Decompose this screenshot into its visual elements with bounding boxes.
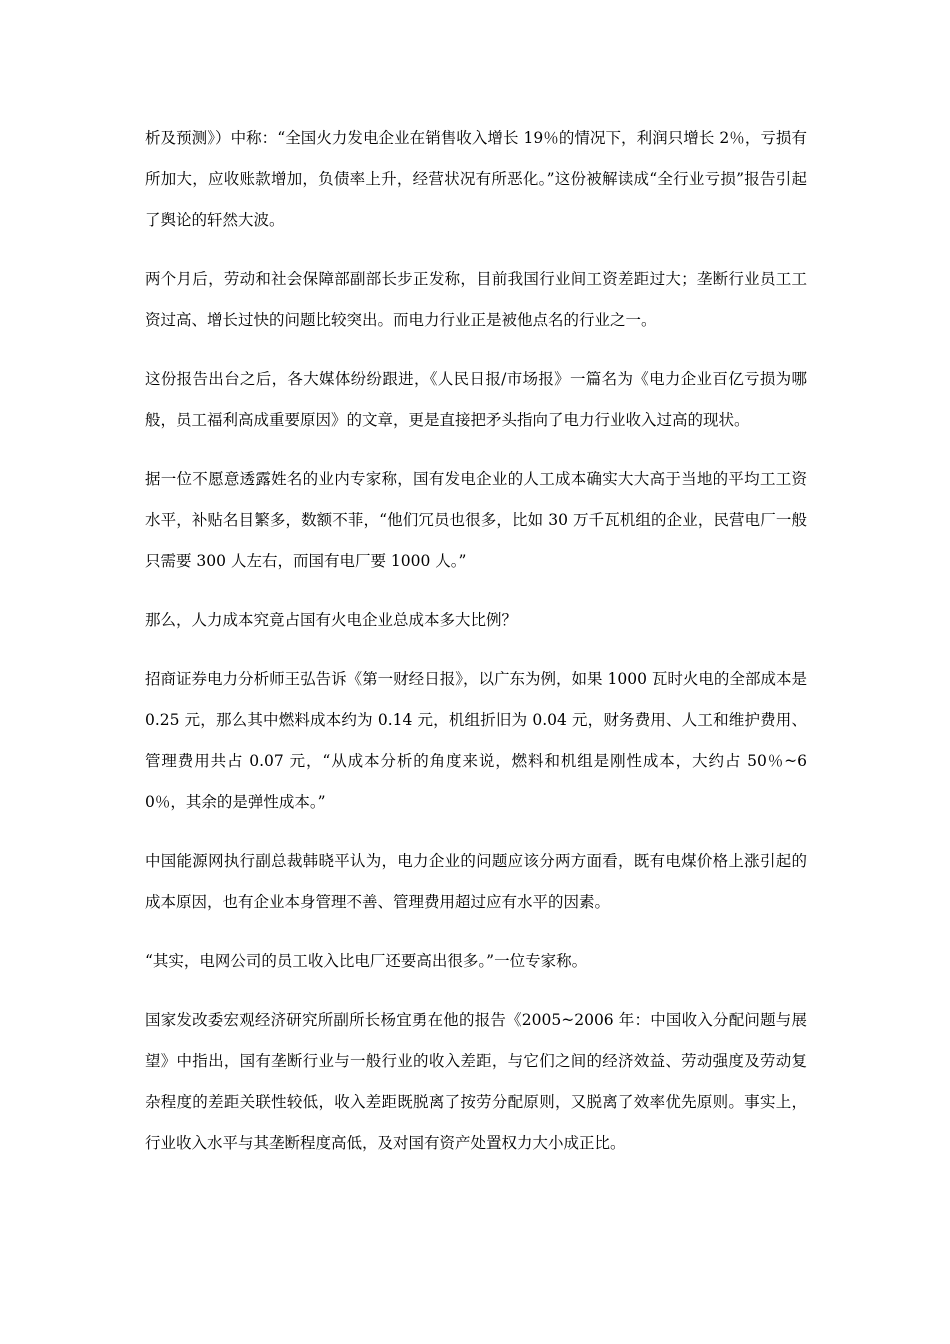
paragraph: 那么，人力成本究竟占国有火电企业总成本多大比例？: [145, 611, 518, 629]
paragraph: 这份报告出台之后，各大媒体纷纷跟进，《人民日报/市场报》一篇名为《电力企业百亿亏损为哪般，员工福利高成重要原因》的文章，更是直接把矛头指向了电力行业收入过高的现状。: [145, 370, 807, 429]
paragraph: 国家发改委宏观经济研究所副所长杨宜勇在他的报告《2005~2006 年：中国收入分配问题与展望》中指出，国有垄断行业与一般行业的收入差距，与它们之间的经济效益、劳动强度及劳动复杂程度的差距关联性较低，收入差距既脱离了按劳分配原则，又脱离了效率优先原则。事实上，行业收入水平与其垄断程度高低，及对国有资产处置权力大小成正比。: [145, 1011, 807, 1152]
paragraph: 据一位不愿意透露姓名的业内专家称，国有发电企业的人工成本确实大大高于当地的平均工工资水平，补贴名目繁多，数额不菲，“他们冗员也很多，比如 30 万千瓦机组的企业，民营电厂一般只需要 300 人左右，而国有电厂要 1000 人。”: [145, 470, 807, 570]
document-body: [145, 118, 807, 1182]
paragraph: “其实，电网公司的员工收入比电厂还要高出很多。”一位专家称。: [145, 952, 588, 970]
paragraph: 析及预测》）中称：“全国火力发电企业在销售收入增长 19％的情况下，利润只增长 2％，亏损有所加大，应收账款增加，负债率上升，经营状况有所恶化。”这份被解读成“全行业亏损”报告引起了舆论的轩然大波。: [145, 129, 807, 229]
paragraph: 中国能源网执行副总裁韩晓平认为，电力企业的问题应该分两方面看，既有电煤价格上涨引起的成本原因，也有企业本身管理不善、管理费用超过应有水平的因素。: [145, 852, 807, 911]
paragraph: 招商证券电力分析师王弘告诉《第一财经日报》，以广东为例，如果 1000 瓦时火电的全部成本是 0.25 元，那么其中燃料成本约为 0.14 元，机组折旧为 0.04 元，财务费用、人工和维护费用、管理费用共占 0.07 元，“从成本分析的角度来说，燃料和机组是刚性成本，大约占 50％~60％，其余的是弹性成本。”: [145, 670, 807, 811]
paragraph: 两个月后，劳动和社会保障部副部长步正发称，目前我国行业间工资差距过大；垄断行业员工工资过高、增长过快的问题比较突出。而电力行业正是被他点名的行业之一。: [145, 270, 807, 329]
